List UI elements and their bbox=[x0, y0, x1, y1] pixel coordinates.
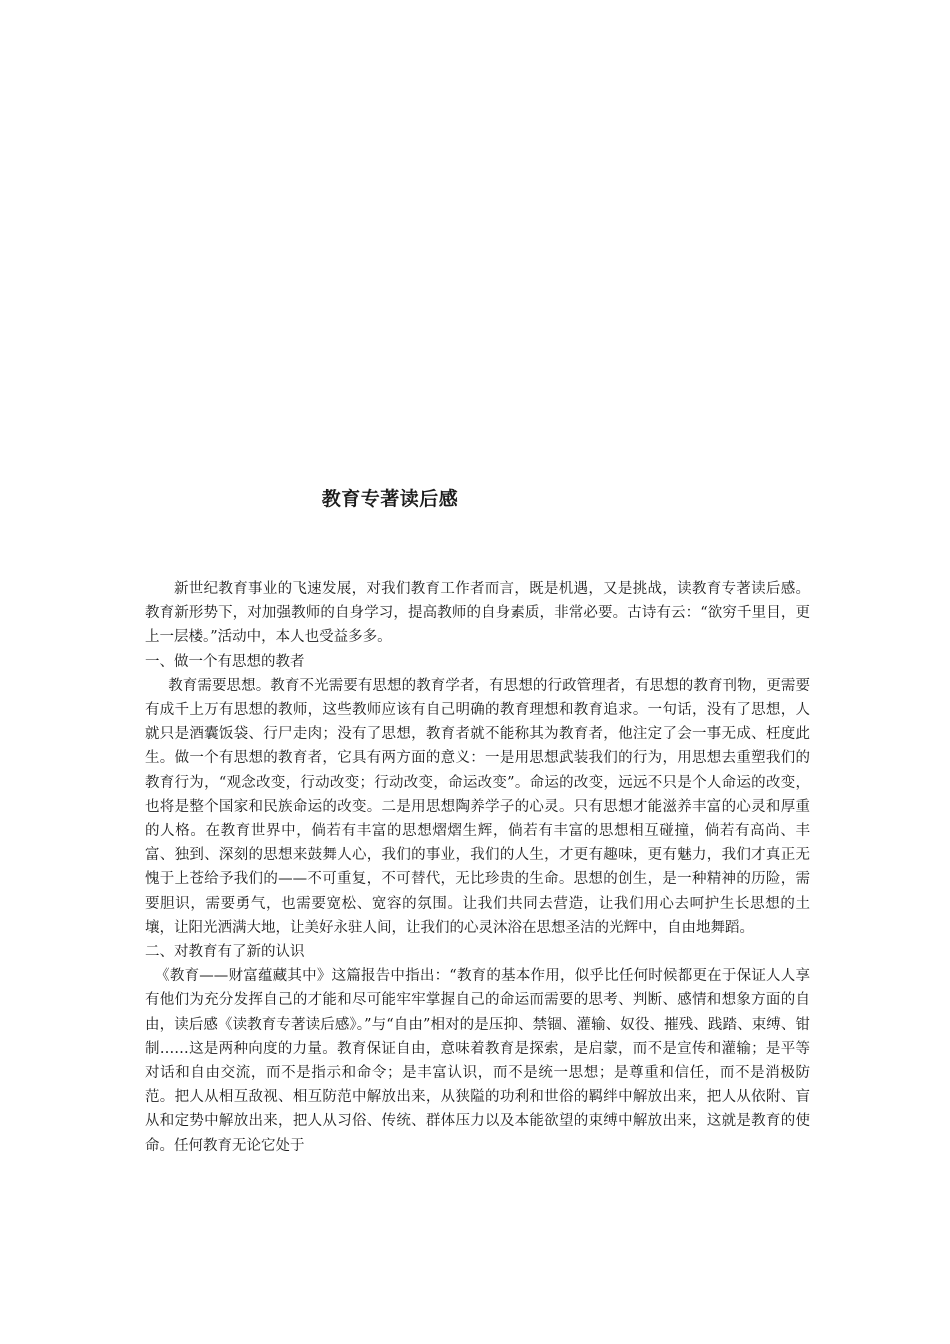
document-body bbox=[145, 577, 810, 1158]
section-2-paragraph: 《教育——财富蕴藏其中》这篇报告中指出：“教育的基本作用，似乎比任何时候都更在于保证人人享有他们为充分发挥自己的才能和尽可能牢牢掌握自己的命运而需要的思考、判断、感情和想象方面的自由，读后感《读教育专著读后感》。”与“自由”相对的是压抑、禁锢、灌输、奴役、摧残、践踏、束缚、钳制……这是两种向度的力量。教育保证自由，意味着教育是探索，是启蒙，而不是宣传和灌输；是平等对话和自由交流，而不是指示和命令；是丰富认识，而不是统一思想；是尊重和信任，而不是消极防范。把人从相互敌视、相互防范中解放出来，从狭隘的功利和世俗的羁绊中解放出来，把人从依附、盲从和定势中解放出来，把人从习俗、传统、群体压力以及本能欲望的束缚中解放出来，这就是教育的使命。任何教育无论它处于 bbox=[145, 968, 811, 1154]
section-heading-2: 二、对教育有了新的认识 bbox=[145, 944, 305, 961]
document-title: 教育专著读后感 bbox=[321, 488, 459, 510]
section-1-paragraph: 教育需要思想。教育不光需要有思想的教育学者，有思想的行政管理者，有思想的教育刊物，更需要有成千上万有思想的教师，这些教师应该有自己明确的教育理想和教育追求。一句话，没有了思想，人就只是酒囊饭袋、行尸走肉；没有了思想，教育者就不能称其为教育者，他注定了会一事无成、枉度此生。做一个有思想的教育者，它具有两方面的意义：一是用思想武装我们的行为，用思想去重塑我们的教育行为，“观念改变，行动改变；行动改变，命运改变”。命运的改变，远远不只是个人命运的改变，也将是整个国家和民族命运的改变。二是用思想陶养学子的心灵。只有思想才能滋养丰富的心灵和厚重的人格。在教育世界中，倘若有丰富的思想熠熠生辉，倘若有丰富的思想相互碰撞，倘若有高尚、丰富、独到、深刻的思想来鼓舞人心，我们的事业，我们的人生，才更有趣味，更有魅力，我们才真正无愧于上苍给予我们的——不可重复，不可替代，无比珍贵的生命。思想的创生，是一种精神的历险，需要胆识，需要勇气，也需要宽松、宽容的氛围。让我们共同去营造，让我们用心去呵护生长思想的土壤，让阳光洒满大地，让美好永驻人间，让我们的心灵沐浴在思想圣洁的光辉中，自由地舞蹈。 bbox=[145, 677, 810, 936]
intro-paragraph: 新世纪教育事业的飞速发展，对我们教育工作者而言，既是机遇，又是挑战，读教育专著读后感。教育新形势下，对加强教师的自身学习，提高教师的自身素质，非常必要。古诗有云：“欲穷千里目，更上一层楼。”活动中，本人也受益多多。 bbox=[145, 581, 810, 646]
section-heading-1: 一、做一个有思想的教者 bbox=[145, 653, 305, 670]
